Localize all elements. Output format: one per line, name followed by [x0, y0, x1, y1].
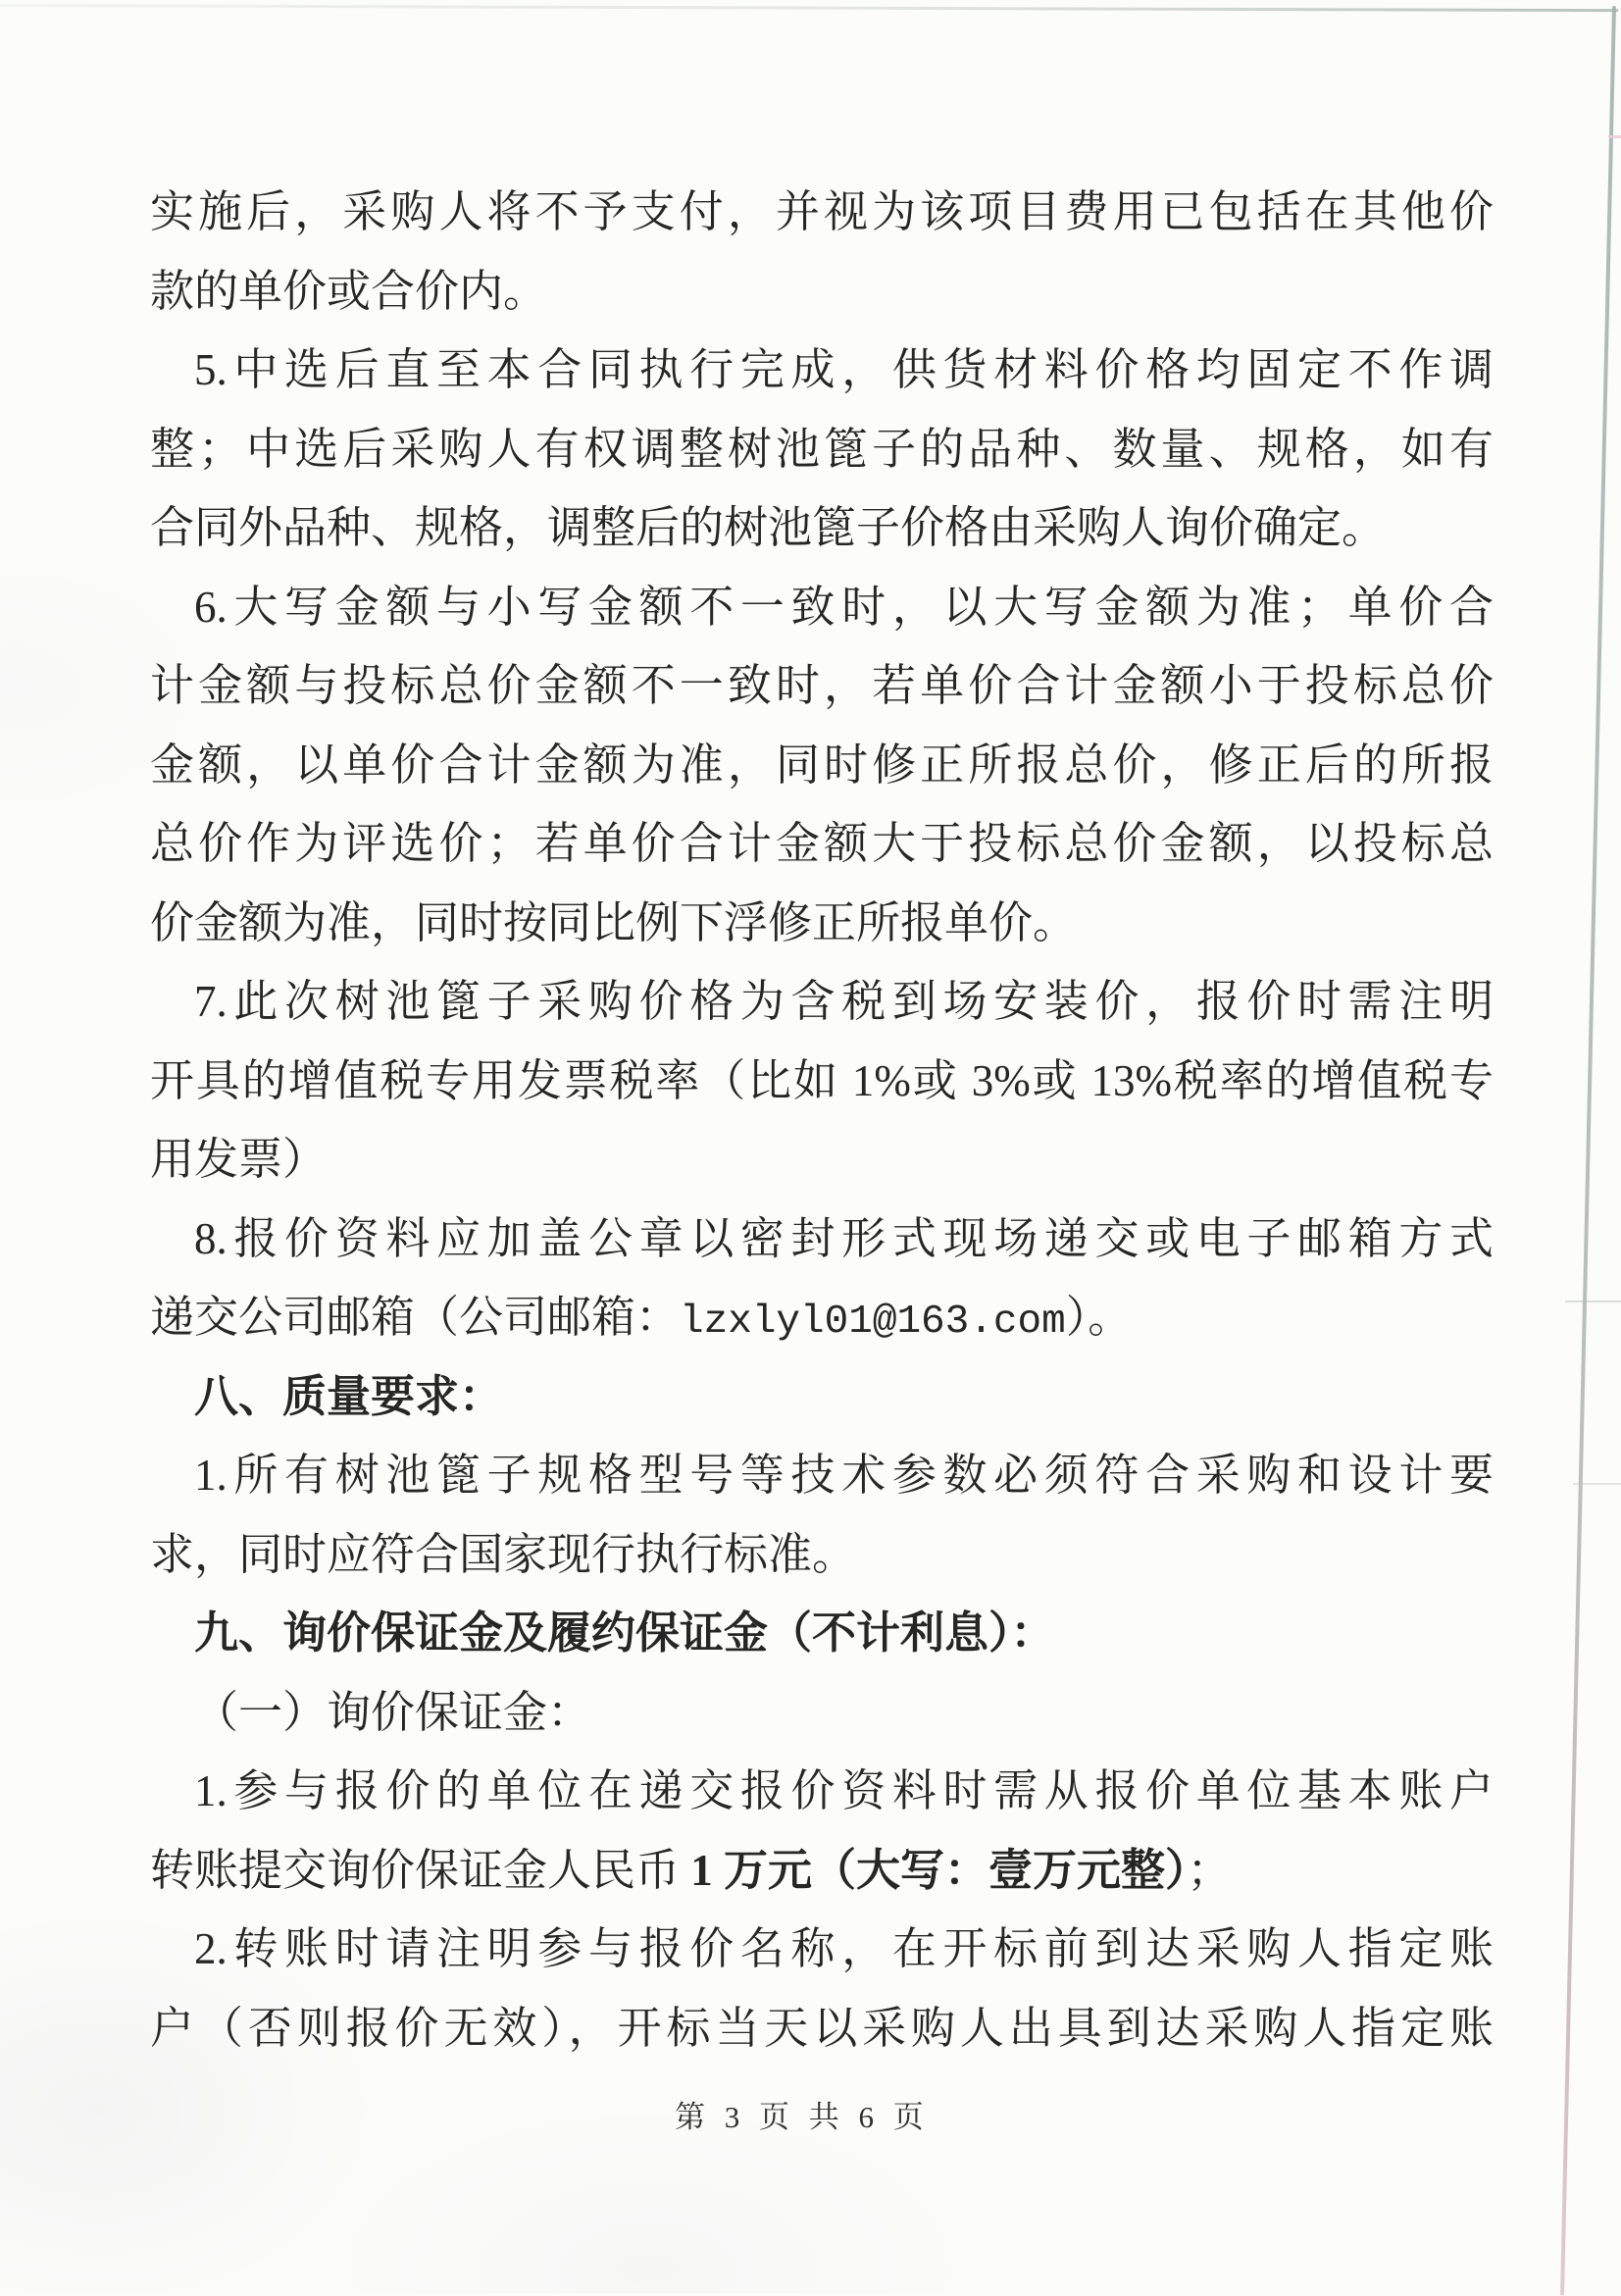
text-segment: 整；中选后采购人有权调整树池篦子的品种、数量、规格，如有 [150, 424, 1494, 474]
scan-hairline-artifact [1573, 1483, 1621, 1485]
page-footer: 第 3 页 共 6 页 [675, 2100, 930, 2134]
text-segment: 九、询价保证金及履约保证金（不计利息）： [194, 1608, 1055, 1658]
text-segment: 款的单价或合价内。 [150, 266, 548, 316]
scan-pink-artifact [1608, 135, 1621, 138]
text-segment: 8.报价资料应加盖公章以密封形式现场递交或电子邮箱方式 [194, 1213, 1494, 1263]
text-line [150, 331, 1494, 410]
text-line [150, 1910, 1494, 1989]
text-line [150, 1357, 1494, 1437]
doc-body [150, 173, 1494, 2067]
text-segment: 计金额与投标总价金额不一致时，若单价合计金额小于投标总价 [150, 661, 1494, 710]
text-segment: 开具的增值税专用发票税率（比如 1%或 3%或 13%税率的增值税专 [150, 1055, 1494, 1105]
text-segment: 实施后，采购人将不予支付，并视为该项目费用已包括在其他价 [150, 187, 1494, 236]
scan-page-edge-line [1560, 6, 1616, 2295]
text-line [150, 252, 1494, 332]
email-text: lzxlyl01@163.com [680, 1300, 1066, 1345]
text-line [150, 884, 1494, 963]
text-line [150, 804, 1494, 884]
text-line [150, 568, 1494, 647]
text-segment: 2.转账时请注明参与报价名称，在开标前到达采购人指定账 [194, 1924, 1494, 1973]
text-segment: 求，同时应符合国家现行执行标准。 [150, 1529, 857, 1579]
text-segment: 合同外品种、规格，调整后的树池篦子价格由采购人询价确定。 [150, 503, 1387, 552]
text-line [150, 1752, 1494, 1831]
text-line [150, 1278, 1494, 1357]
text-line [150, 1594, 1494, 1673]
text-segment: 1 万元（大写：壹万元整） [690, 1845, 1188, 1895]
text-segment: 价金额为准，同时按同比例下浮修正所报单价。 [150, 897, 1078, 947]
text-line [150, 1120, 1494, 1199]
text-line [150, 1042, 1494, 1121]
text-line [150, 1436, 1494, 1515]
text-line [150, 1989, 1494, 2068]
text-segment: 6.大写金额与小写金额不一致时，以大写金额为准；单价合 [194, 582, 1494, 632]
text-line [150, 1673, 1494, 1753]
text-segment: 金额，以单价合计金额为准，同时修正所报总价，修正后的所报 [150, 740, 1494, 790]
text-line [150, 962, 1494, 1042]
text-segment: 用发票） [150, 1135, 328, 1184]
text-segment: ； [1187, 1845, 1232, 1895]
text-line [150, 646, 1494, 726]
text-segment: 1.所有树池篦子规格型号等技术参数必须符合采购和设计要 [194, 1451, 1494, 1500]
text-segment: 转账提交询价保证金人民币 [150, 1845, 691, 1895]
text-line [150, 1199, 1494, 1279]
text-segment: 7.此次树池篦子采购价格为含税到场安装价，报价时需注明 [194, 977, 1494, 1026]
text-line [150, 1831, 1494, 1911]
text-line [150, 1515, 1494, 1595]
text-segment: 递交公司邮箱（公司邮箱： [150, 1293, 681, 1342]
text-segment: 1.参与报价的单位在递交报价资料时需从报价单位基本账户 [194, 1766, 1494, 1815]
text-segment: 户（否则报价无效），开标当天以采购人出具到达采购人指定账 [150, 2003, 1494, 2053]
text-line [150, 410, 1494, 489]
text-line [150, 726, 1494, 805]
text-segment: （一）询价保证金： [194, 1687, 592, 1737]
text-line [150, 173, 1494, 252]
text-segment: 总价作为评选价；若单价合计金额大于投标总价金额，以投标总 [150, 819, 1494, 868]
text-segment: 八、质量要求： [194, 1371, 504, 1421]
scan-hairline-artifact [1565, 1301, 1621, 1302]
text-segment: ）。 [1065, 1293, 1133, 1342]
text-line [150, 488, 1494, 568]
scan-top-edge-line [0, 4, 1618, 12]
text-segment: 5.中选后直至本合同执行完成，供货材料价格均固定不作调 [194, 345, 1494, 394]
